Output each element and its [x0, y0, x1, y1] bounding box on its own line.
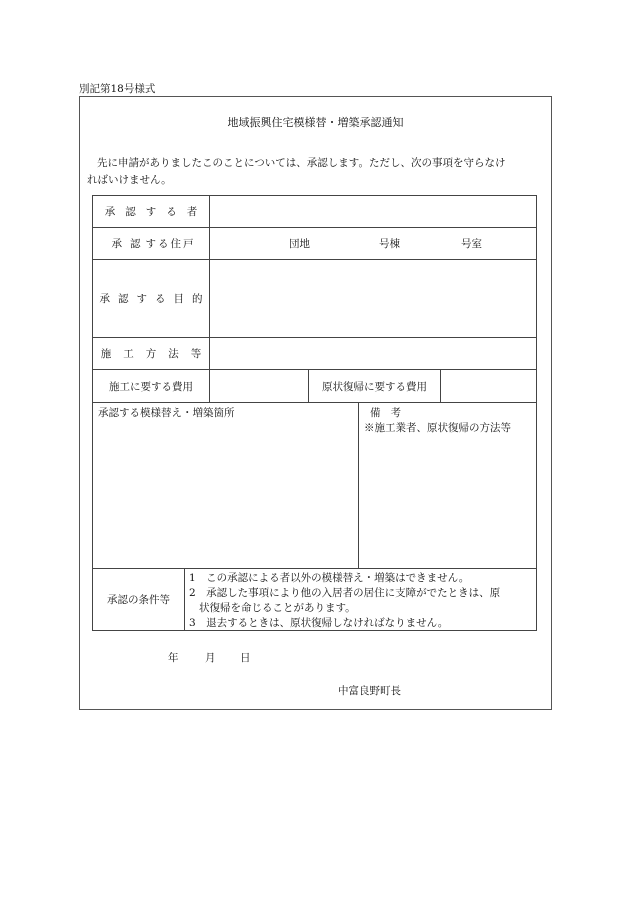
- form-title: 地域振興住宅模様替・増築承認通知: [227, 116, 404, 129]
- residence-value[interactable]: [210, 228, 536, 259]
- goushitsu-unit: 号室: [461, 238, 482, 250]
- label-char: 承: [99, 293, 110, 305]
- label-char: 的: [192, 293, 203, 305]
- label-char: 戸: [183, 238, 194, 250]
- condition-2-continued: 状復帰を命じることがあります。: [199, 602, 356, 614]
- method-value[interactable]: [210, 338, 536, 369]
- label-char: 備: [370, 407, 381, 419]
- intro-line-1: 先に申請がありましたこのことについては、承認します。ただし、次の事項を守らなけ: [97, 157, 506, 169]
- condition-2: 2 承認した事項により他の入居者の居住に支障がでたときは、原: [189, 587, 501, 599]
- label-char: 等: [190, 348, 202, 360]
- purpose-value[interactable]: [210, 260, 536, 337]
- construction-cost-label: 施工に要する費用: [93, 370, 210, 402]
- date-month: 月: [205, 652, 216, 664]
- residence-label: [93, 228, 210, 259]
- approver-value[interactable]: [210, 196, 536, 227]
- condition-3: 3 退去するときは、原状復帰しなければなりません。: [189, 617, 449, 629]
- label-char: 考: [390, 407, 401, 419]
- purpose-label: [93, 260, 210, 337]
- approval-table: [92, 195, 537, 631]
- row-conditions: [93, 569, 536, 630]
- label-char: 方: [145, 348, 157, 360]
- label-char: 認: [118, 293, 129, 305]
- remarks-cell[interactable]: [359, 403, 536, 568]
- conditions-list: [185, 569, 536, 630]
- row-method: [93, 338, 536, 370]
- gotou-unit: 号棟: [379, 238, 400, 250]
- label-char: 工: [123, 348, 134, 360]
- notice-form: [79, 96, 552, 710]
- row-residence: [93, 228, 536, 260]
- label-char: る: [166, 206, 177, 218]
- mayor-signature: 中富良野町長: [338, 685, 401, 697]
- label-char: す: [136, 293, 147, 305]
- modification-location-cell[interactable]: [93, 403, 359, 568]
- approver-label: [93, 196, 210, 227]
- label-char: る: [155, 293, 166, 305]
- row-location-remarks: [93, 403, 536, 569]
- date-day: 日: [240, 652, 251, 664]
- label-char: る: [158, 238, 169, 250]
- label-char: 承: [104, 206, 116, 218]
- label-char: 目: [173, 293, 184, 305]
- form-number: 別記第18号様式: [79, 83, 156, 95]
- restoration-cost-label: 原状復帰に要する費用: [309, 370, 441, 402]
- label-char: す: [145, 238, 156, 250]
- label-char: 法: [168, 348, 179, 360]
- modification-location-label: 承認する模様替え・増築箇所: [98, 407, 235, 419]
- condition-1: 1 この承認による者以外の模様替え・増築はできません。: [189, 572, 470, 584]
- date-year: 年: [168, 652, 179, 664]
- label-char: す: [145, 206, 157, 218]
- label-char: 住: [170, 238, 181, 250]
- row-approver: [93, 196, 536, 228]
- restoration-cost-value[interactable]: [441, 370, 536, 402]
- method-label: [93, 338, 210, 369]
- label-char: 認: [130, 238, 141, 250]
- label-char: 施: [100, 348, 112, 360]
- label-char: 認: [125, 206, 136, 218]
- intro-text: [87, 155, 549, 189]
- conditions-label: 承認の条件等: [93, 569, 185, 630]
- remarks-label: [364, 405, 531, 420]
- intro-line-2: ればいけません。: [87, 174, 172, 186]
- construction-cost-value[interactable]: [210, 370, 309, 402]
- row-purpose: [93, 260, 536, 338]
- label-char: 承: [111, 238, 122, 250]
- label-char: 者: [186, 206, 198, 218]
- row-costs: [93, 370, 536, 403]
- danchi-unit: 団地: [289, 238, 310, 250]
- remarks-note: ※施工業者、原状復帰の方法等: [364, 422, 511, 434]
